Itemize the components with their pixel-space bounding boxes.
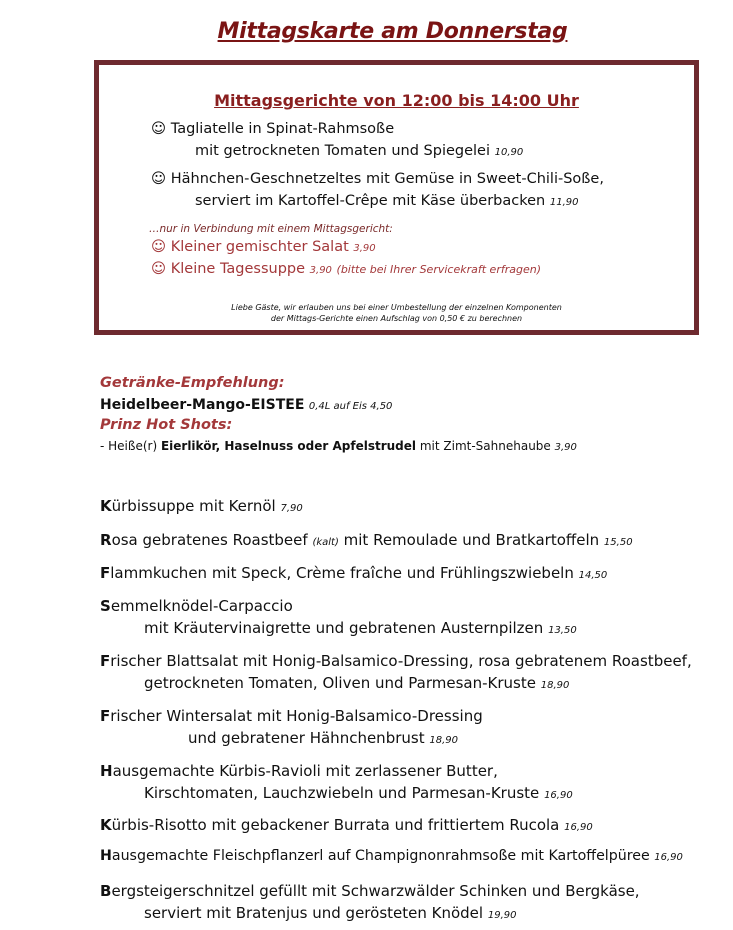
lunch-dish-1-line1 — [151, 121, 394, 137]
dish-text: und gebratener Hähnchenbrust — [188, 729, 425, 747]
lunch-footer — [99, 302, 694, 324]
dish-text: emmelknödel-Carpaccio — [110, 597, 293, 615]
menu-item — [100, 882, 640, 900]
lunch-dish-2-line1 — [151, 171, 604, 187]
menu-item-line2 — [144, 784, 573, 802]
drink-item — [100, 397, 392, 413]
menu-item — [100, 597, 293, 615]
dish-text: ausgemachte Fleischpflanzerl auf Champignonrahmsoße mit Kartoffelpüree — [111, 848, 650, 864]
initial: F — [100, 652, 111, 670]
side-note: …nur in Verbindung mit einem Mittagsgericht: — [149, 223, 393, 235]
price: 16,90 — [564, 822, 593, 833]
dish-text: ausgemachte Kürbis-Ravioli mit zerlassener Butter, — [112, 762, 498, 780]
drinks-heading: Getränke-Empfehlung: — [100, 375, 285, 391]
dish-text: osa gebratenes Roastbeef — [111, 531, 308, 549]
smiley-icon: ☺ — [151, 121, 167, 137]
smiley-icon: ☺ — [151, 261, 167, 277]
price: 18,90 — [540, 680, 570, 691]
price: 18,90 — [429, 735, 459, 746]
menu-item — [100, 497, 303, 515]
initial: F — [100, 707, 111, 725]
menu-item — [100, 816, 593, 834]
smiley-icon: ☺ — [151, 239, 167, 255]
tag: (kalt) — [312, 537, 339, 548]
dish-text: serviert im Kartoffel-Crêpe mit Käse überbacken — [195, 193, 546, 209]
page-title: Mittagskarte am Donnerstag — [217, 19, 568, 44]
menu-item — [100, 531, 633, 549]
initial: K — [100, 816, 112, 834]
smiley-icon: ☺ — [151, 171, 167, 187]
side-text: Kleine Tagessuppe — [170, 261, 306, 277]
dish-text: mit Remoulade und Bratkartoffeln — [343, 531, 600, 549]
hot-flavors: Eierlikör, Haselnuss oder Apfelstrudel — [160, 439, 417, 453]
dish-text: mit Kräutervinaigrette und gebratenen Austernpilzen — [144, 619, 544, 637]
hot-shots-line — [100, 439, 577, 453]
dish-text: lammkuchen mit Speck, Crème fraîche und Frühlingszwiebeln — [110, 564, 574, 582]
menu-item — [100, 652, 692, 670]
price: 3,90 — [353, 243, 376, 254]
price: 15,50 — [603, 537, 633, 548]
dish-text: ürbis-Risotto mit gebackener Burrata und frittiertem Rucola — [111, 816, 560, 834]
price: 14,50 — [578, 570, 608, 581]
price: 19,90 — [487, 910, 517, 921]
menu-item-line2 — [144, 904, 517, 922]
menu-item — [100, 762, 498, 780]
lunch-box — [94, 60, 699, 335]
price: 10,90 — [494, 147, 524, 158]
initial: H — [100, 762, 113, 780]
initial: R — [100, 531, 112, 549]
dish-text: rischer Blattsalat mit Honig-Balsamico-Dressing, rosa gebratenem Roastbeef, — [110, 652, 692, 670]
initial: H — [100, 848, 112, 864]
dish-text: serviert mit Bratenjus und gerösteten Knödel — [144, 904, 484, 922]
price: 11,90 — [549, 197, 579, 208]
price: 16,90 — [654, 852, 683, 863]
side-soup — [151, 261, 541, 277]
side-text: Kleiner gemischter Salat — [170, 239, 349, 255]
lunch-box-title: Mittagsgerichte von 12:00 bis 14:00 Uhr — [214, 91, 579, 110]
dish-text: Kirschtomaten, Lauchzwiebeln und Parmesan-Kruste — [144, 784, 540, 802]
dish-text: Tagliatelle in Spinat-Rahmsoße — [170, 121, 395, 137]
initial: F — [100, 564, 111, 582]
price: 3,90 — [309, 265, 332, 276]
menu-item-line2 — [188, 729, 458, 747]
dish-text: rischer Wintersalat mit Honig-Balsamico-Dressing — [110, 707, 483, 725]
hot-shots-heading: Prinz Hot Shots: — [100, 417, 233, 433]
dish-text: mit getrockneten Tomaten und Spiegelei — [195, 143, 490, 159]
footer-line: Liebe Gäste, wir erlauben uns bei einer Umbestellung der einzelnen Komponenten — [231, 303, 562, 312]
initial: K — [100, 497, 112, 515]
price: 16,90 — [544, 790, 573, 801]
price: 13,50 — [548, 625, 577, 636]
menu-item — [100, 707, 483, 725]
price: 3,90 — [554, 442, 577, 453]
initial: S — [100, 597, 111, 615]
dish-text: ergsteigerschnitzel gefüllt mit Schwarzwälder Schinken und Bergkäse, — [111, 882, 640, 900]
menu-item-line2 — [144, 674, 569, 692]
drink-name: Heidelbeer-Mango-EISTEE — [100, 397, 305, 413]
menu-item-line2 — [144, 619, 577, 637]
lunch-dish-2-line2 — [195, 193, 579, 209]
footer-line: der Mittags-Gerichte einen Aufschlag von 0,50 € zu berechnen — [270, 314, 523, 323]
dish-text: ürbissuppe mit Kernöl — [111, 497, 276, 515]
drink-note: 0,4L auf Eis 4,50 — [308, 401, 393, 412]
menu-item — [100, 848, 683, 864]
dish-text: getrockneten Tomaten, Oliven und Parmesan-Kruste — [144, 674, 536, 692]
hot-prefix: - Heiße(r) — [100, 439, 158, 453]
lunch-dish-1-line2 — [195, 143, 523, 159]
menu-item — [100, 564, 607, 582]
hot-rest: mit Zimt-Sahnehaube — [419, 439, 551, 453]
side-salad — [151, 239, 376, 255]
initial: B — [100, 882, 112, 900]
price: 7,90 — [280, 503, 303, 514]
side-soup-note: (bitte bei Ihrer Servicekraft erfragen) — [336, 263, 541, 276]
dish-text: Hähnchen-Geschnetzeltes mit Gemüse in Sweet-Chili-Soße, — [170, 171, 604, 187]
